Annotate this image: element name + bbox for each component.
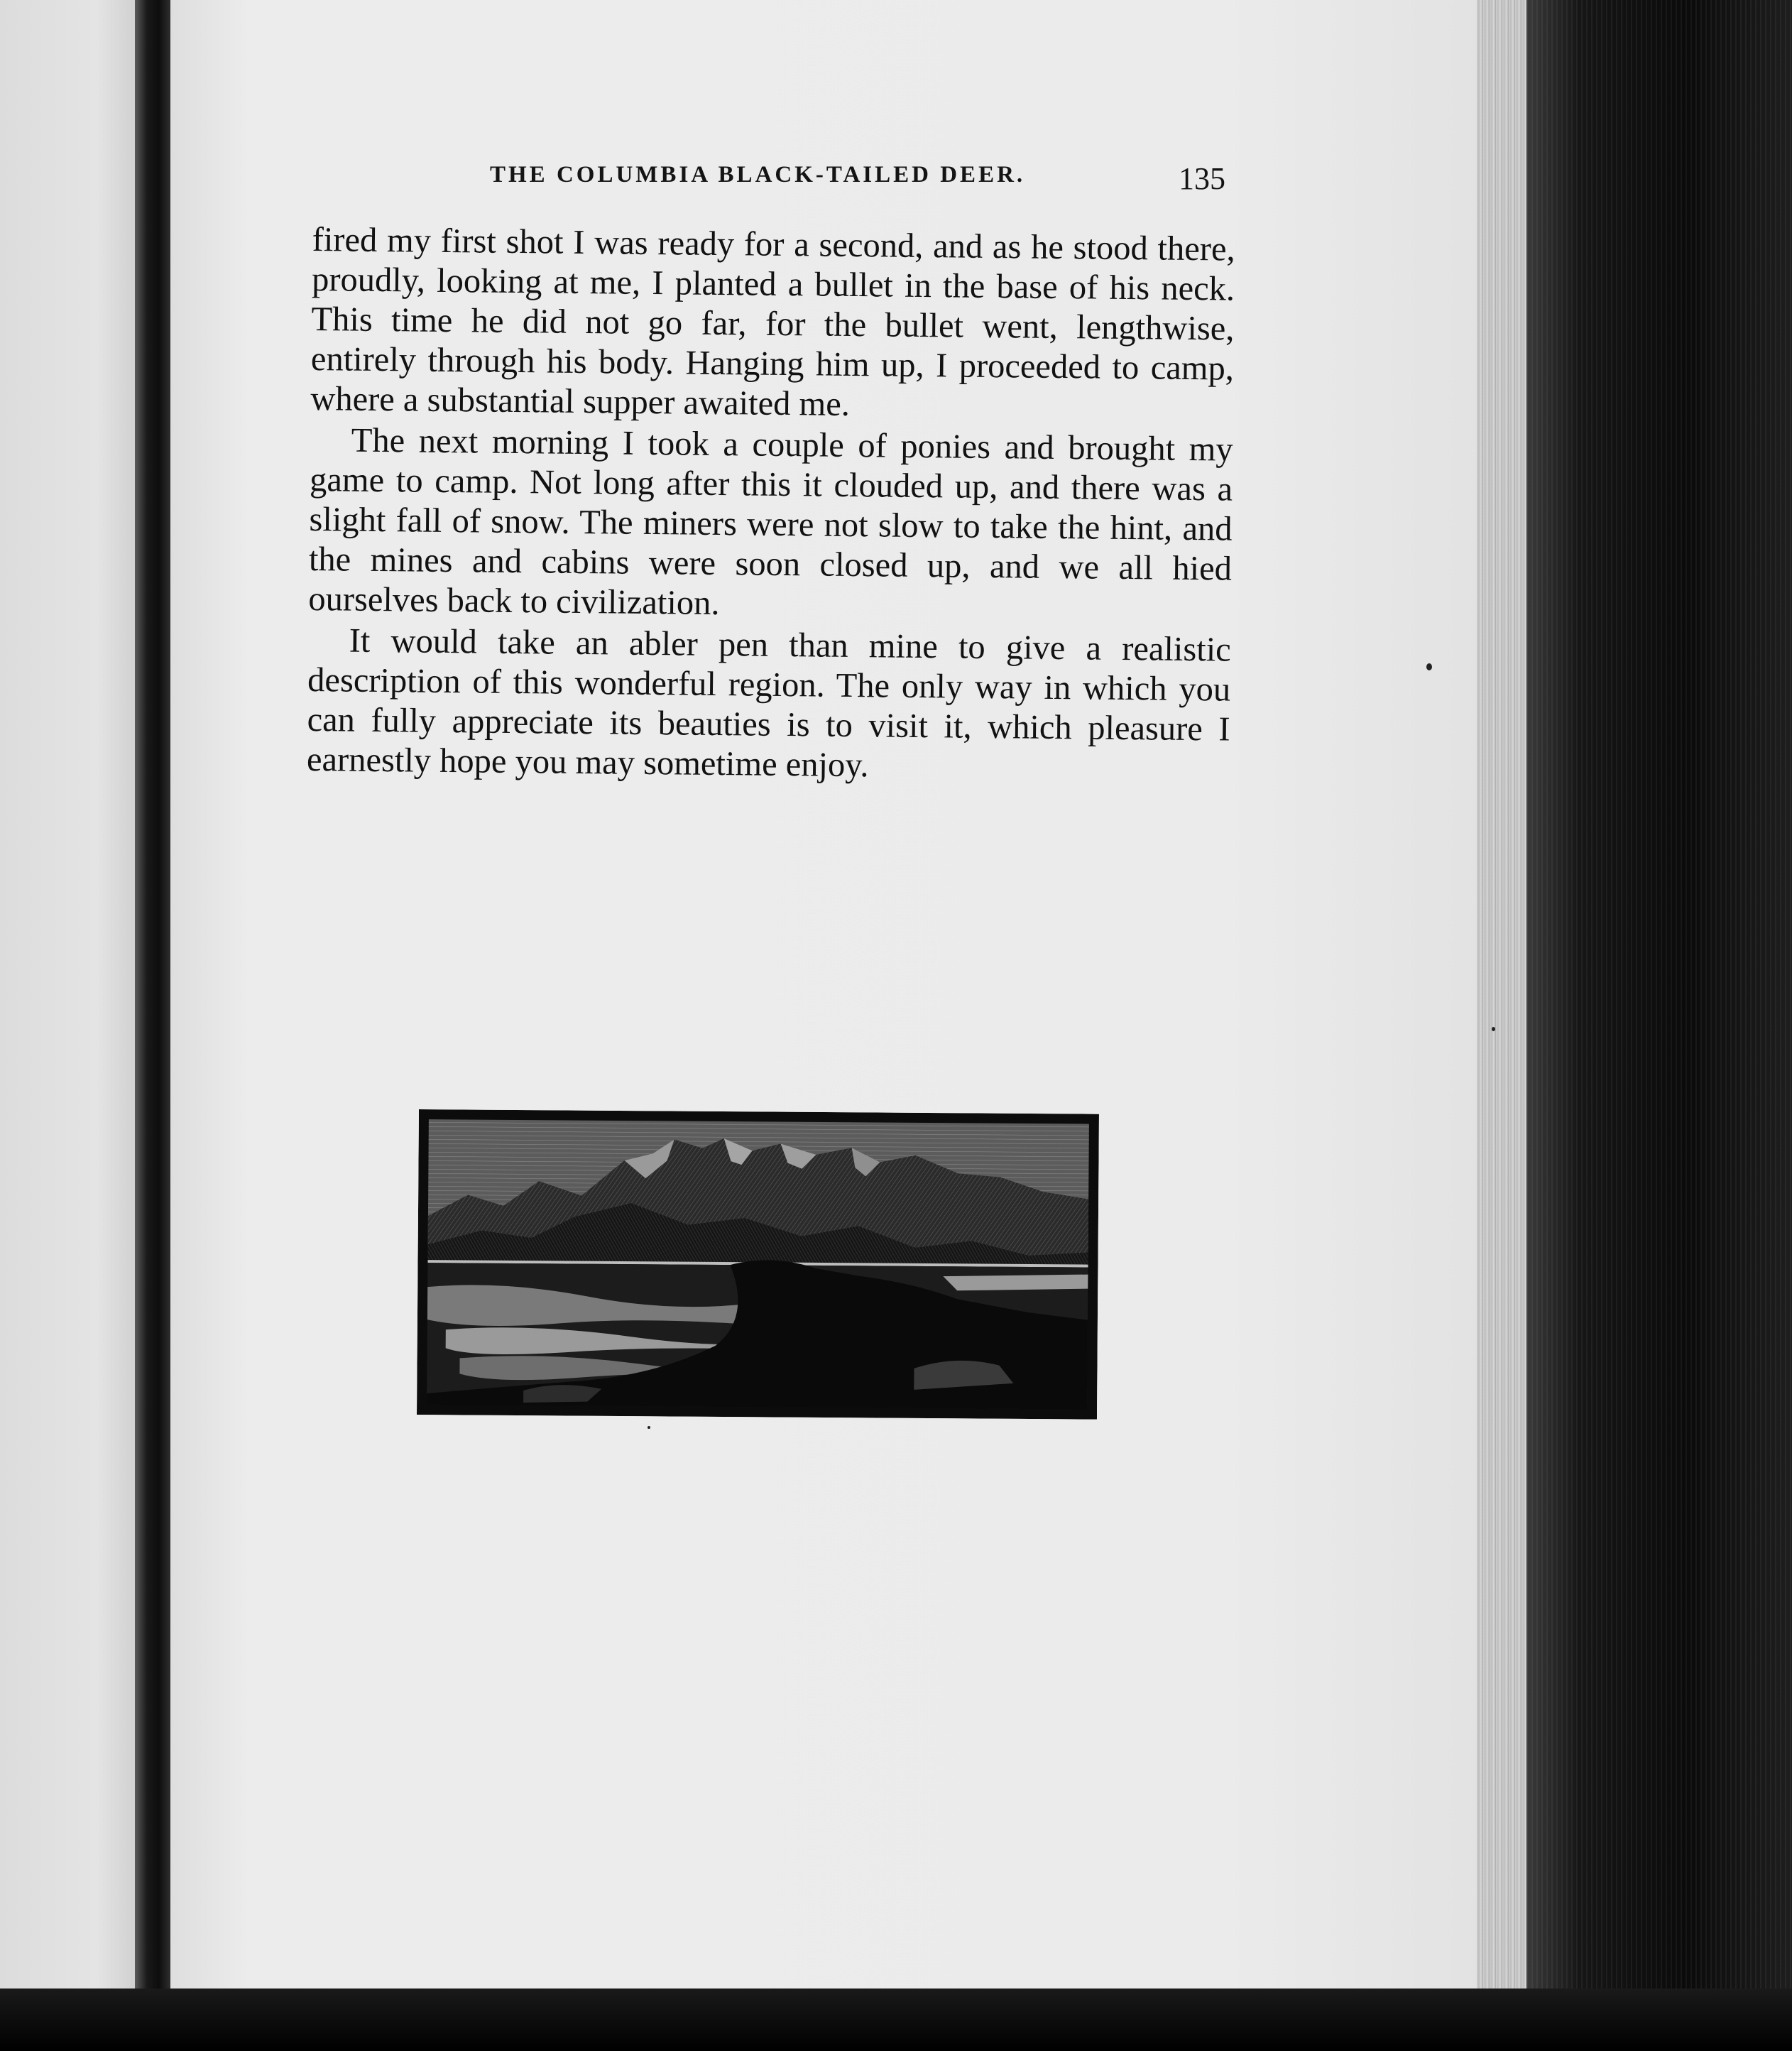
mountain-lake-engraving <box>417 1109 1099 1420</box>
paragraph-2: The next morning I took a couple of ponies and brought my game to camp. Not long after this it clouded up, and there was a slight fall of snow. The miners were not slow to take the hint, and the mines and cabins were soon closed up, and we all hied ourselves back to civilization. <box>308 421 1233 623</box>
book-gutter <box>135 0 175 2051</box>
paragraph-3: It would take an abler pen than mine to give a realistic description of this wonderful region. The only way in which you can fully appreciate its beauties is to visit it, which pleasure I earnestly hope you may sometime enjoy. <box>306 621 1232 785</box>
scan-speck <box>1426 663 1432 670</box>
book-cover-edge <box>1526 0 1792 2051</box>
page-number: 135 <box>1179 161 1225 196</box>
running-head: THE COLUMBIA BLACK-TAILED DEER. <box>490 162 1026 187</box>
scan-speck <box>1492 1027 1495 1031</box>
scan-speck <box>648 1426 650 1429</box>
bottom-shadow <box>0 1989 1792 2051</box>
left-page-edge <box>0 0 138 2051</box>
body-text <box>307 220 1235 791</box>
paragraph-1: fired my first shot I was ready for a second, and as he stood there, proudly, looking at me, I planted a bullet in the base of his neck. This time he did not go far, for the bullet went, lengthwise, entirely through his body. Hanging him up, I proceeded to camp, where a substantial supper awaited me. <box>310 220 1235 423</box>
